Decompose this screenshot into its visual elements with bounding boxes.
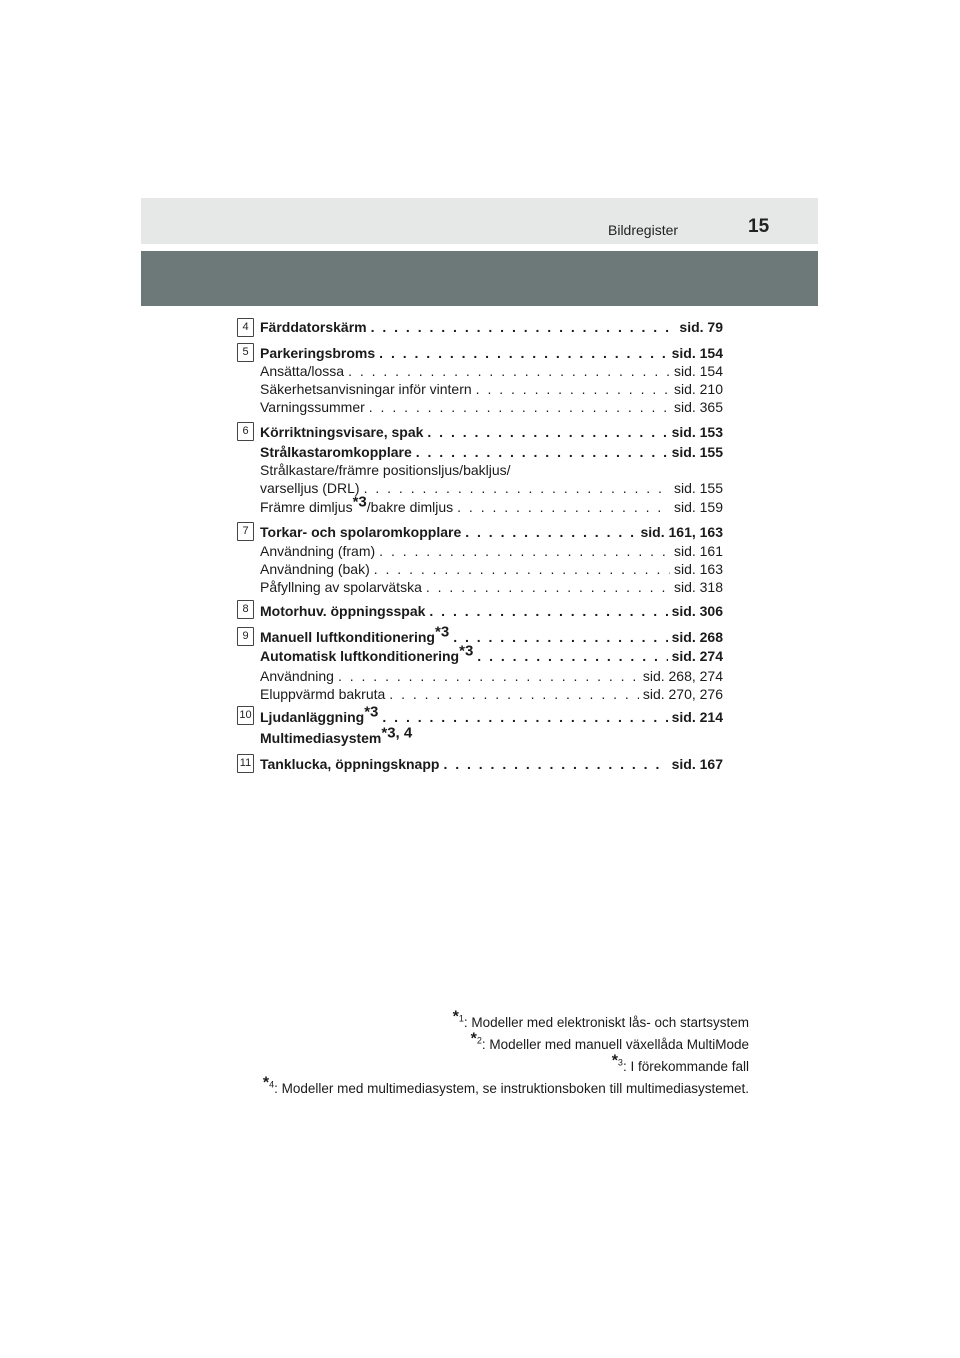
index-subentry: Eluppvärmd bakruta . . . sid. 270, 276 [260, 686, 723, 702]
index-subentry: Användning . . . sid. 268, 274 [260, 668, 723, 684]
footnote: *$^2$: Modeller med manuell växellåda MultiMode [470, 1030, 749, 1052]
index-subentry: Användning (bak) . . . sid. 163 [260, 561, 723, 577]
index-entry: Parkeringsbroms . . . sid. 154 [260, 345, 723, 361]
index-entry: Motorhuv. öppningsspak . . . sid. 306 [260, 603, 723, 619]
index-subentry: Varningssummer . . . sid. 365 [260, 399, 723, 415]
index-entry: Torkar- och spolaromkopplare . . . sid. 161, 163 [260, 524, 723, 540]
index-subentry: varselljus (DRL) . . . sid. 155 [260, 480, 723, 496]
index-subentry: Strålkastare/främre positionsljus/bakljus/ [260, 462, 511, 478]
footnote: *$^1$: Modeller med elektroniskt lås- och startsystem [452, 1008, 749, 1030]
page-number: 15 [748, 216, 770, 237]
footnote: *$^4$: Modeller med multimediasystem, se instruktionsboken till multimediasystemet. [262, 1074, 749, 1096]
index-subentry: Ansätta/lossa . . . sid. 154 [260, 363, 723, 379]
index-entry: Strålkastaromkopplare . . . sid. 155 [260, 444, 723, 460]
index-entry: Manuell luftkonditionering*3 . . . sid. 268 [260, 629, 723, 645]
marker-5: 5 [237, 343, 254, 362]
marker-8: 8 [237, 600, 254, 619]
index-subentry: Användning (fram) . . . sid. 161 [260, 543, 723, 559]
index-subentry: Påfyllning av spolarvätska . . . sid. 318 [260, 579, 723, 595]
index-subentry: Främre dimljus*3/bakre dimljus . . . sid. 159 [260, 499, 723, 515]
index-entry: Automatisk luftkonditionering*3 . . . sid. 274 [260, 648, 723, 664]
section-title: Bildregister [608, 222, 679, 238]
marker-6: 6 [237, 422, 254, 441]
index-entry: Ljudanläggning*3 . . . sid. 214 [260, 709, 723, 725]
index-subentry: Säkerhetsanvisningar inför vintern . . . sid. 210 [260, 381, 723, 397]
marker-7: 7 [237, 522, 254, 541]
index-entry: Körriktningsvisare, spak . . . sid. 153 [260, 424, 723, 440]
marker-11: 11 [237, 754, 254, 773]
index-entry: Färddatorskärm . . . sid. 79 [260, 319, 723, 335]
footnote: *$^3$: I förekommande fall [611, 1052, 749, 1074]
header-bar [141, 198, 818, 244]
marker-4: 4 [237, 318, 254, 337]
section-band [141, 251, 818, 306]
index-entry: Tanklucka, öppningsknapp . . . sid. 167 [260, 756, 723, 772]
marker-10: 10 [237, 706, 254, 725]
marker-9: 9 [237, 627, 254, 646]
index-entry: Multimediasystem*3, 4 [260, 724, 413, 746]
